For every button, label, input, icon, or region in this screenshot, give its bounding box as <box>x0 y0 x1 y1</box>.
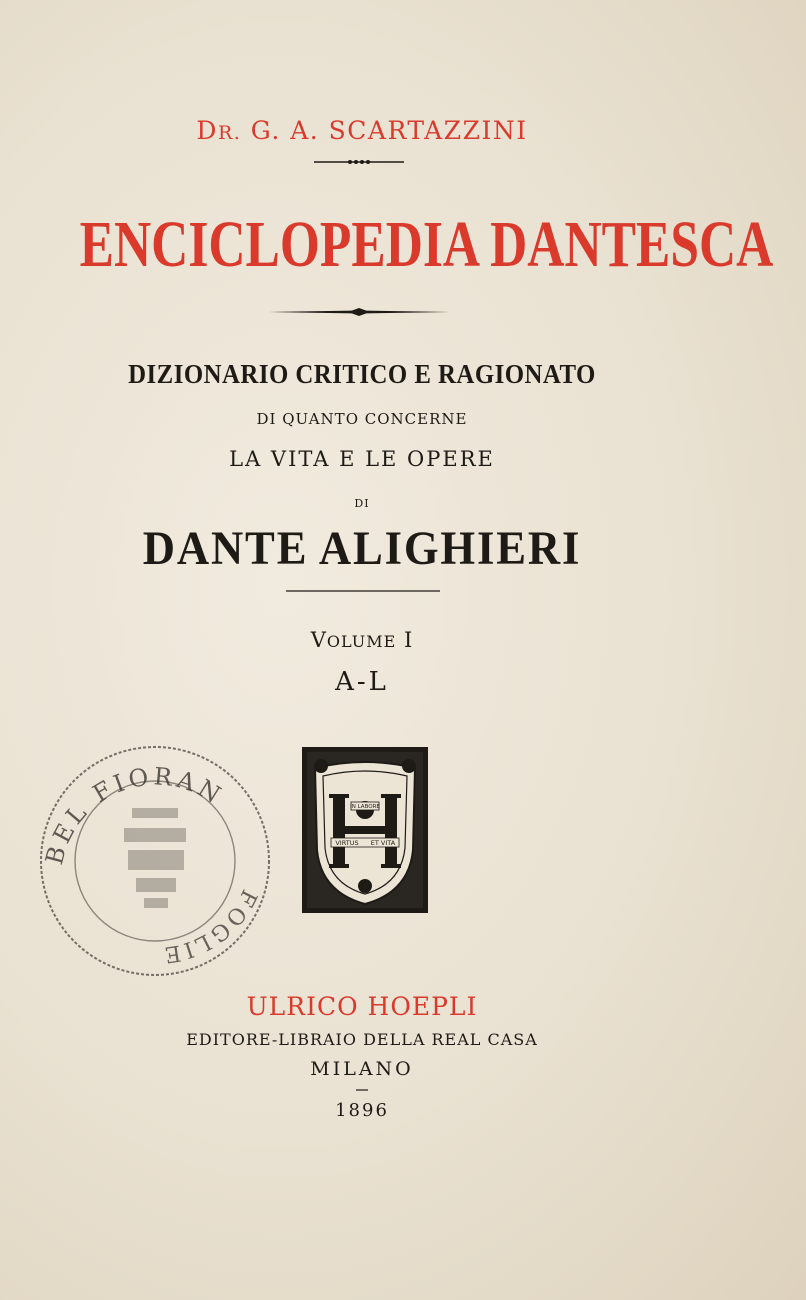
library-stamp <box>32 738 278 984</box>
author-prefix-small: R. <box>217 122 242 144</box>
rule-short <box>356 1088 368 1092</box>
volume-initial: V <box>310 628 327 652</box>
subject-name: DANTE ALIGHIERI <box>142 522 582 575</box>
volume-label <box>0 628 724 652</box>
publisher-device <box>301 746 429 914</box>
author-name: G. A. SCARTAZZINI <box>241 116 528 145</box>
publication-city: MILANO <box>310 1058 414 1080</box>
subtitle-line-1: DIZIONARIO CRITICO E RAGIONATO <box>128 359 596 389</box>
book-title: ENCICLOPEDIA DANTESCA <box>79 208 774 281</box>
rule-under-subject <box>286 588 440 594</box>
ornament-rule-title <box>268 306 450 318</box>
publisher-role: EDITORE-LIBRAIO DELLA REAL CASA <box>186 1030 538 1049</box>
device-motto-3: ET VITA <box>370 839 396 847</box>
volume-range: A-L <box>335 667 389 697</box>
stamp-text-bottom: FOGLIE <box>159 885 262 968</box>
device-motto-2: VIRTUS <box>335 839 359 847</box>
device-motto-1: IN LABORE <box>350 804 380 810</box>
publisher-name: ULRICO HOEPLI <box>246 992 478 1021</box>
volume-number: I <box>396 628 414 652</box>
publication-year: 1896 <box>335 1100 389 1121</box>
subtitle-line-3: LA VITA E LE OPERE <box>229 447 495 471</box>
author-prefix-initial: D <box>196 116 218 145</box>
subtitle-line-2: DI QUANTO CONCERNE <box>256 410 468 428</box>
svg-text:FOGLIE <box>160 885 262 967</box>
stamp-text-top: BEL FIORAN <box>40 762 229 868</box>
author-line <box>0 116 724 145</box>
subtitle-line-4: DI <box>354 497 370 510</box>
volume-word-rest: OLUME <box>326 632 397 651</box>
ornament-rule-top <box>312 156 406 168</box>
